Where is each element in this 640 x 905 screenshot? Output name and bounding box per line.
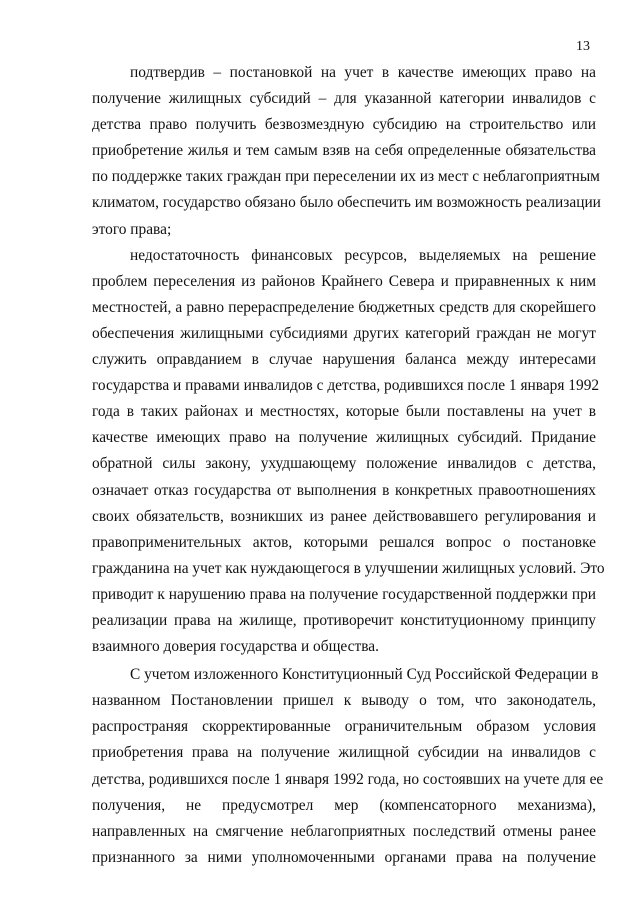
text-line: своих обязательств, возникших из ранее действовавшего регулирования и <box>92 507 596 525</box>
text-line: взаимного доверия государства и общества. <box>92 638 379 656</box>
text-line: распространяя скорректированные ограничительным образом условия <box>92 718 596 736</box>
text-line: С учетом изложенного Конституционный Суд Российской Федерации в <box>130 666 599 684</box>
text-line: обеспечения жилищными субсидиями других категорий граждан не могут <box>92 324 596 342</box>
text-line: означает отказ государства от выполнения в конкретных правоотношениях <box>92 481 596 499</box>
text-line: по поддержке таких граждан при переселении их из мест с неблагоприятным <box>92 168 600 186</box>
text-line: недостаточность финансовых ресурсов, выделяемых на решение <box>130 246 596 264</box>
document-body <box>92 60 605 871</box>
text-line: гражданина на учет как нуждающегося в улучшении жилищных условий. Это <box>92 559 605 577</box>
text-line: правоприменительных актов, которыми решался вопрос о постановке <box>92 533 596 551</box>
paragraph-2 <box>92 243 605 661</box>
page-number: 13 <box>576 39 590 54</box>
text-line: получение жилищных субсидий – для указанной категории инвалидов с <box>92 90 596 108</box>
paragraph-1 <box>92 60 601 243</box>
text-line: приобретение жилья и тем самым взяв на себя определенные обязательства <box>92 142 596 160</box>
text-line: качестве имеющих право на получение жилищных субсидий. Придание <box>92 429 596 447</box>
text-line: климатом, государство обязано было обеспечить им возможность реализации <box>92 194 601 212</box>
text-line: приводит к нарушению права на получение государственной поддержки при <box>92 585 596 603</box>
text-line: обратной силы закону, ухудшающему положение инвалидов с детства, <box>92 455 596 473</box>
text-line: детства право получить безвозмездную субсидию на строительство или <box>92 116 596 134</box>
text-line: признанного за ними уполномоченными органами права на получение <box>92 848 596 866</box>
text-line: служить оправданием в случае нарушения баланса между интересами <box>92 351 596 369</box>
text-line: этого права; <box>92 220 172 238</box>
text-line: названном Постановлении пришел к выводу о том, что законодатель, <box>92 692 596 710</box>
text-line: подтвердив – постановкой на учет в качестве имеющих право на <box>130 64 596 81</box>
text-line: местностей, а равно перераспределение бюджетных средств для скорейшего <box>92 298 596 316</box>
text-line: государства и правами инвалидов с детства, родившихся после 1 января 1992 <box>92 377 600 395</box>
text-line: направленных на смягчение неблагоприятных последствий отмены ранее <box>92 822 596 840</box>
text-line: приобретения права на получение жилищной субсидии на инвалидов с <box>92 744 596 762</box>
text-line: получения, не предусмотрел мер (компенсаторного механизма), <box>92 796 596 814</box>
text-line: проблем переселения из районов Крайнего Севера и приравненных к ним <box>92 272 596 290</box>
text-line: детства, родившихся после 1 января 1992 года, но состоявших на учете для ее <box>92 770 604 788</box>
paragraph-3 <box>92 662 604 871</box>
text-line: года в таких районах и местностях, которые были поставлены на учет в <box>92 403 596 421</box>
text-line: реализации права на жилище, противоречит конституционному принципу <box>92 611 596 629</box>
